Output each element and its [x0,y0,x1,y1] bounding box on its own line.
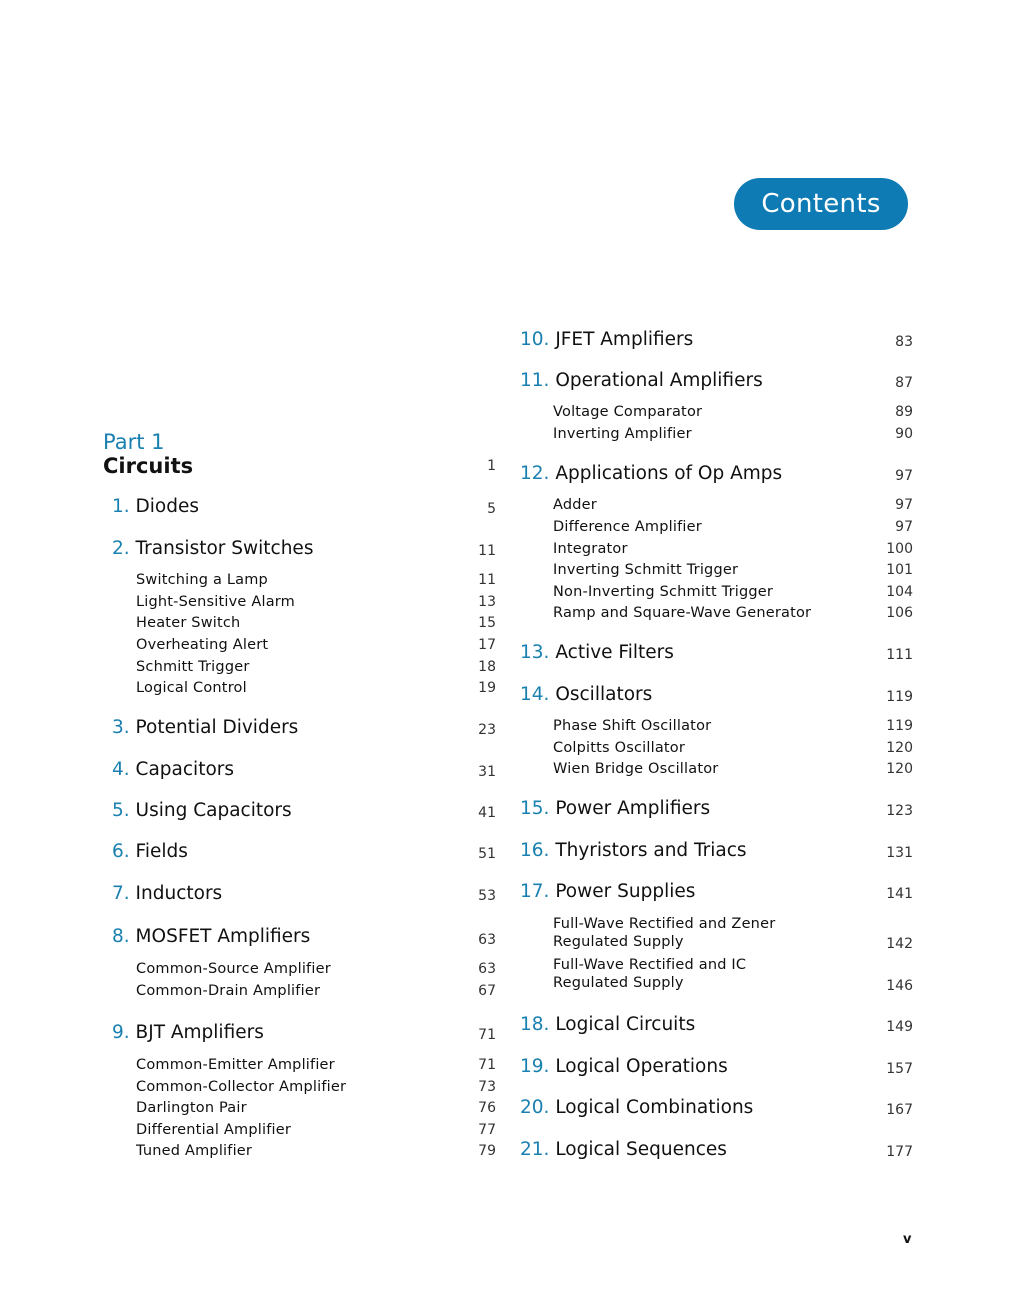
page-number: 149 [886,1019,913,1035]
chapter-title: Logical Circuits [555,1014,696,1035]
page-number: 104 [886,584,913,600]
toc-chapter[interactable] [112,538,313,559]
toc-section[interactable]: Light-Sensitive Alarm [136,594,296,610]
page-number: 71 [478,1027,496,1043]
toc-chapter[interactable] [112,883,222,904]
toc-section[interactable]: Non-Inverting Schmitt Trigger [553,584,774,600]
page-number: 87 [895,375,913,391]
chapter-title: Thyristors and Triacs [555,840,747,861]
page-number: 123 [886,803,913,819]
page-number: 79 [478,1143,496,1159]
toc-chapter[interactable] [520,642,674,663]
chapter-title: Inductors [135,883,223,904]
page-number: 131 [886,845,913,861]
page-number: 23 [478,722,496,738]
page-number: 51 [478,846,496,862]
page-number: 63 [478,932,496,948]
chapter-title: Transistor Switches [135,538,314,559]
toc-section[interactable]: Tuned Amplifier [136,1143,253,1159]
page-number: 142 [886,936,913,952]
chapter-number: 16. [520,840,550,861]
chapter-number: 6. [112,841,130,862]
chapter-title: Capacitors [135,759,235,780]
page-number: 15 [478,615,496,631]
toc-section[interactable]: Difference Amplifier [553,519,702,535]
chapter-number: 2. [112,538,130,559]
toc-chapter[interactable] [520,798,710,819]
chapter-number: 10. [520,329,550,350]
page-number: 19 [478,680,496,696]
chapter-number: 4. [112,759,130,780]
chapter-title: Logical Combinations [555,1097,754,1118]
chapter-title: Operational Amplifiers [555,370,763,391]
page-number: 67 [478,983,496,999]
toc-section[interactable]: Common-Collector Amplifier [136,1079,347,1095]
chapter-title: JFET Amplifiers [555,329,694,350]
chapter-number: 7. [112,883,130,904]
page-number: 71 [478,1057,496,1073]
chapter-number: 13. [520,642,550,663]
page-number: 100 [886,541,913,557]
page-number: 141 [886,886,913,902]
toc-section[interactable]: Colpitts Oscillator [553,740,686,756]
page-number: 73 [478,1079,496,1095]
toc-section[interactable]: Heater Switch [136,615,241,631]
page-number: 76 [478,1100,496,1116]
toc-chapter[interactable] [112,926,310,947]
page-number: 41 [478,805,496,821]
toc-section[interactable]: Common-Source Amplifier [136,961,331,977]
toc-section[interactable]: Overheating Alert [136,637,269,653]
toc-section[interactable] [553,916,775,950]
toc-chapter[interactable] [520,370,763,391]
chapter-number: 11. [520,370,550,391]
toc-chapter[interactable] [520,684,652,705]
toc-chapter[interactable] [520,1014,695,1035]
toc-section[interactable]: Differential Amplifier [136,1122,292,1138]
toc-section[interactable]: Darlington Pair [136,1100,247,1116]
toc-chapter[interactable] [112,1022,264,1043]
toc-chapter[interactable] [520,463,782,484]
chapter-number: 17. [520,881,550,902]
toc-section[interactable]: Logical Control [136,680,247,696]
toc-section[interactable]: Inverting Schmitt Trigger [553,562,739,578]
page-number: 177 [886,1144,913,1160]
toc-chapter[interactable] [112,800,292,821]
chapter-number: 12. [520,463,550,484]
chapter-title: Using Capacitors [135,800,292,821]
chapter-title: Logical Operations [555,1056,728,1077]
toc-section[interactable]: Switching a Lamp [136,572,268,588]
page-number: 119 [886,718,913,734]
toc-section[interactable]: Schmitt Trigger [136,659,250,675]
chapter-title: Logical Sequences [555,1139,727,1160]
page-number: 119 [886,689,913,705]
page-number: 11 [478,543,496,559]
page-number: 101 [886,562,913,578]
page-number: 90 [895,426,913,442]
toc-chapter[interactable] [520,1097,753,1118]
chapter-title: Power Amplifiers [555,798,711,819]
page-number: 120 [886,761,913,777]
page-number: 89 [895,404,913,420]
chapter-number: 1. [112,496,130,517]
page-number: 13 [478,594,496,610]
toc-section[interactable]: Wien Bridge Oscillator [553,761,719,777]
page-number: 111 [886,647,913,663]
toc-chapter[interactable] [520,881,695,902]
toc-chapter[interactable] [520,1139,727,1160]
page-number: 146 [886,978,913,994]
toc-chapter[interactable] [112,717,298,738]
page-number: 53 [478,888,496,904]
chapter-number: 3. [112,717,130,738]
folio-page-number: v [903,1232,912,1247]
chapter-title: Oscillators [555,684,653,705]
toc-chapter[interactable] [520,840,747,861]
chapter-title: Active Filters [555,642,674,663]
page-number: 31 [478,764,496,780]
page-number: 63 [478,961,496,977]
toc-section[interactable]: Common-Emitter Amplifier [136,1057,335,1073]
toc-chapter[interactable] [520,1056,728,1077]
toc-chapter[interactable] [520,329,693,350]
chapter-title: Diodes [135,496,200,517]
chapter-number: 5. [112,800,130,821]
chapter-number: 18. [520,1014,550,1035]
part-page-number: 1 [487,458,496,474]
chapter-title: Power Supplies [555,881,696,902]
section-title-line-2: Regulated Supply [553,975,684,991]
part-title[interactable]: Circuits [103,454,194,478]
page-number: 157 [886,1061,913,1077]
section-title-line-2: Regulated Supply [553,934,684,950]
toc-chapter[interactable] [112,759,234,780]
section-title-line-1: Full-Wave Rectified and Zener [553,916,776,932]
part-label: Part 1 [103,430,165,454]
chapter-title: Fields [135,841,188,862]
chapter-title: Potential Dividers [135,717,299,738]
chapter-number: 21. [520,1139,550,1160]
page-number: 17 [478,637,496,653]
toc-section[interactable]: Inverting Amplifier [553,426,692,442]
toc-section[interactable]: Voltage Comparator [553,404,703,420]
toc-section[interactable] [553,957,746,991]
chapter-title: BJT Amplifiers [135,1022,264,1043]
page-number: 11 [478,572,496,588]
chapter-number: 14. [520,684,550,705]
page-number: 18 [478,659,496,675]
page-number: 106 [886,605,913,621]
toc-section[interactable]: Common-Drain Amplifier [136,983,321,999]
page-number: 97 [895,468,913,484]
toc-section[interactable]: Phase Shift Oscillator [553,718,712,734]
toc-chapter[interactable] [112,841,188,862]
chapter-number: 9. [112,1022,130,1043]
chapter-number: 8. [112,926,130,947]
chapter-title: Applications of Op Amps [555,463,783,484]
toc-chapter[interactable] [112,496,199,517]
toc-section[interactable]: Integrator [553,541,628,557]
toc-section[interactable]: Ramp and Square-Wave Generator [553,605,812,621]
chapter-title: MOSFET Amplifiers [135,926,311,947]
page-number: 97 [895,497,913,513]
page-number: 83 [895,334,913,350]
toc-section[interactable]: Adder [553,497,597,513]
page-number: 5 [487,501,496,517]
page-number: 120 [886,740,913,756]
chapter-number: 19. [520,1056,550,1077]
contents-heading: Contents [761,189,881,219]
contents-heading-badge [734,178,908,230]
section-title-line-1: Full-Wave Rectified and IC [553,957,747,973]
page-number: 167 [886,1102,913,1118]
page-number: 97 [895,519,913,535]
chapter-number: 20. [520,1097,550,1118]
chapter-number: 15. [520,798,550,819]
page-number: 77 [478,1122,496,1138]
